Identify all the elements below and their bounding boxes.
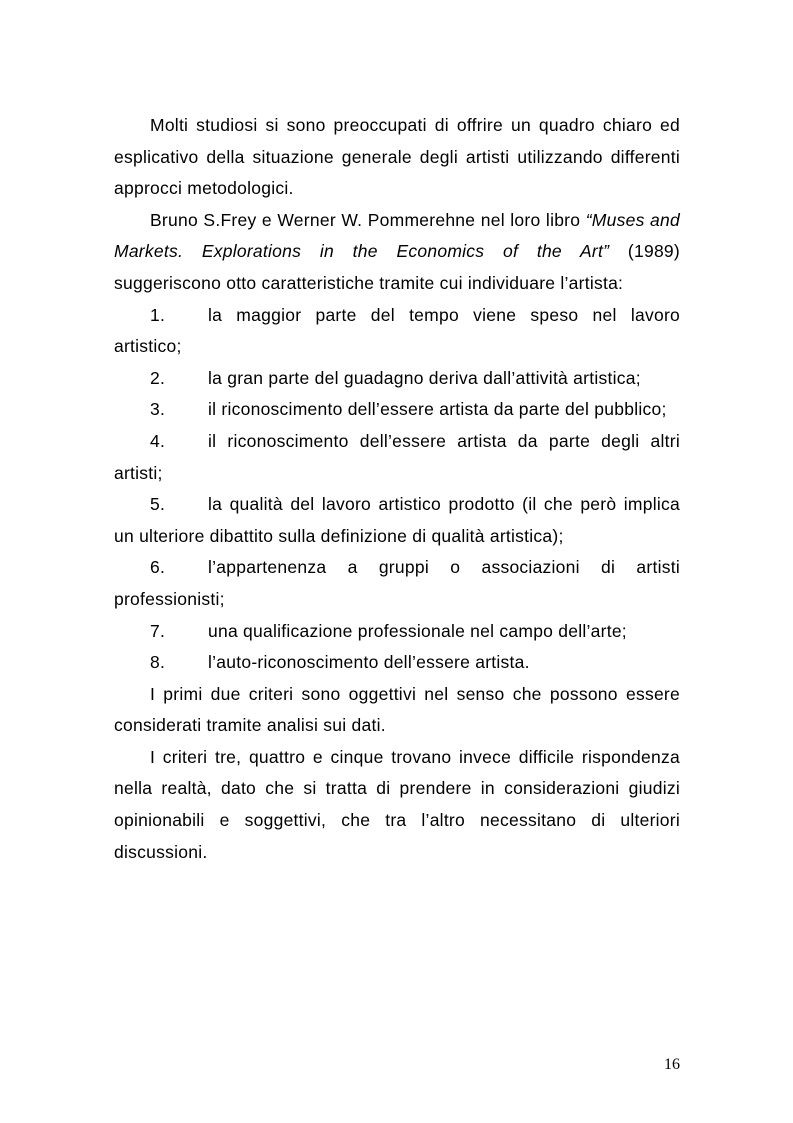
page-number: 16 <box>664 1056 680 1073</box>
list-item-text: il riconoscimento dell’essere artista da parte del pubblico; <box>208 399 667 420</box>
paragraph-book-suffix: (1989) suggeriscono otto caratteristiche tramite cui individuare l’artista: <box>114 241 680 293</box>
list-item-text: l’appartenenza a gruppi o associazioni di artisti professionisti; <box>114 557 680 609</box>
list-item-number: 8. <box>150 652 166 673</box>
paragraph-book-reference <box>114 205 680 300</box>
list-item-number: 4. <box>150 430 166 451</box>
list-item <box>114 647 680 679</box>
list-item-number: 3. <box>150 399 166 420</box>
list-item <box>114 552 680 615</box>
list-item-text: l’auto-riconoscimento dell’essere artista. <box>208 652 530 673</box>
list-item-text: la maggior parte del tempo viene speso nel lavoro artistico; <box>114 304 680 357</box>
list-item <box>114 489 680 552</box>
list-item-number: 1. <box>150 304 166 325</box>
list-item-number: 6. <box>150 557 166 578</box>
list-item-text: il riconoscimento dell’essere artista da parte degli altri artisti; <box>114 430 680 483</box>
list-item-number: 7. <box>150 620 166 641</box>
list-item-text: una qualificazione professionale nel campo dell’arte; <box>208 620 627 641</box>
list-item-text: la gran parte del guadagno deriva dall’attività artistica; <box>208 367 641 388</box>
list-item-text: la qualità del lavoro artistico prodotto (il che però implica un ulteriore dibattito sulla definizione di qualità artistica); <box>114 494 680 546</box>
paragraph-objective-criteria: I primi due criteri sono oggettivi nel senso che possono essere considerati tramite analisi sui dati. <box>114 683 680 736</box>
paragraph-intro: Molti studiosi si sono preoccupati di offrire un quadro chiaro ed esplicativo della situazione generale degli artisti utilizzando differenti approcci metodologici. <box>114 115 680 199</box>
document-body <box>114 110 680 868</box>
list-item <box>114 300 680 363</box>
paragraph-subjective-criteria: I criteri tre, quattro e cinque trovano invece difficile rispondenza nella realtà, dato che si tratta di prendere in considerazioni giudizi opinionabili e soggettivi, che tra l’altro necessitano di ulteriori discussioni. <box>114 746 680 862</box>
book-title: “Muses and Markets. Explorations in the Economics of the Art” <box>114 209 680 262</box>
list-item <box>114 363 680 395</box>
paragraph-book-prefix: Bruno S.Frey e Werner W. Pommerehne nel loro libro <box>150 209 586 230</box>
list-item-number: 5. <box>150 494 166 515</box>
list-item <box>114 616 680 648</box>
list-item <box>114 394 680 426</box>
list-item-number: 2. <box>150 367 166 388</box>
list-item <box>114 426 680 489</box>
